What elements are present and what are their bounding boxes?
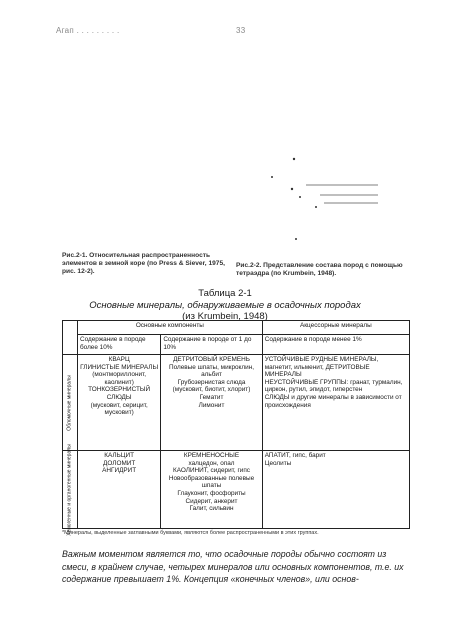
col2-header: Содержание в породе от 1 до 10%	[161, 335, 262, 355]
page-number: 33	[236, 26, 246, 35]
tetrahedron-figure	[180, 145, 380, 255]
accessory-header: Акцессорные минералы	[262, 321, 409, 335]
table-subtitle: Основные минералы, обнаруживаемые в осадочных породах	[89, 300, 361, 311]
row2-label: Хемогенные и органогенные минералы	[66, 443, 73, 536]
table-title: Таблица 2-1	[198, 288, 252, 299]
body-paragraph: Важным моментом является то, что осадочные породы обычно состоят из смеси, в крайнем случае, четырех минералов или основных компонентов, т.е. их содержание превышает 1%. Концепция «конечных членов», или основ-	[62, 549, 404, 584]
running-header: Агап . . . . . . . . .	[56, 26, 120, 35]
figure-2-1-caption: Рис.2-1. Относительная распространенность элементов в земной коре (по Press & Siever, 1975, рис. 12-2).	[62, 252, 225, 275]
row1-col1: КВАРЦ ГЛИНИСТЫЕ МИНЕРАЛЫ (монтмориллонит, каолинит) ТОНКОЗЕРНИСТЫЙ СЛЮДЫ (мусковит, серицит, мусковит)	[78, 355, 161, 451]
row2-col1: КАЛЬЦИТ ДОЛОМИТ АНГИДРИТ	[78, 451, 161, 529]
row2-col2: КРЕМНЕНОСНЫЕ халцедон, опал КАОЛИНИТ, сидерит, гипс Новообразованные полевые шпаты Глауконит, фосфориты Сидерит, анкерит Галит, сильвин	[161, 451, 262, 529]
col1-header: Содержание в породе более 10%	[78, 335, 161, 355]
table-source: (из Krumbein, 1948)	[182, 311, 268, 322]
figure-2-2-caption: Рис.2-2. Представление состава пород с помощью тетраэдра (по Krumbein, 1948).	[236, 262, 403, 277]
row1-label: Обломочные минералы	[66, 374, 73, 431]
col3-header: Содержание в породе менее 1%	[262, 335, 409, 355]
row1-col2: ДЕТРИТОВЫЙ КРЕМЕНЬ Полевые шпаты, микроклин, альбит Грубозернистая слюда (мусковит, биотит, хлорит) Гематит Лимонит	[161, 355, 262, 451]
row1-col3: УСТОЙЧИВЫЕ РУДНЫЕ МИНЕРАЛЫ, магнетит, ильменит, ДЕТРИТОВЫЕ МИНЕРАЛЫ НЕУСТОЙЧИВЫЕ ГРУППЫ: гранат, турмалин, циркон, рутил, эпидот, гиперстен СЛЮДЫ и другие минералы в зависимости от происхождения	[262, 355, 409, 451]
row2-col3: АПАТИТ, гипс, барит Цеолиты	[262, 451, 409, 529]
group-header: Основные компоненты	[78, 321, 263, 335]
table-footnote: *Минералы, выделенные заглавными буквами, являются более распространенными в этих группах.	[62, 530, 319, 536]
